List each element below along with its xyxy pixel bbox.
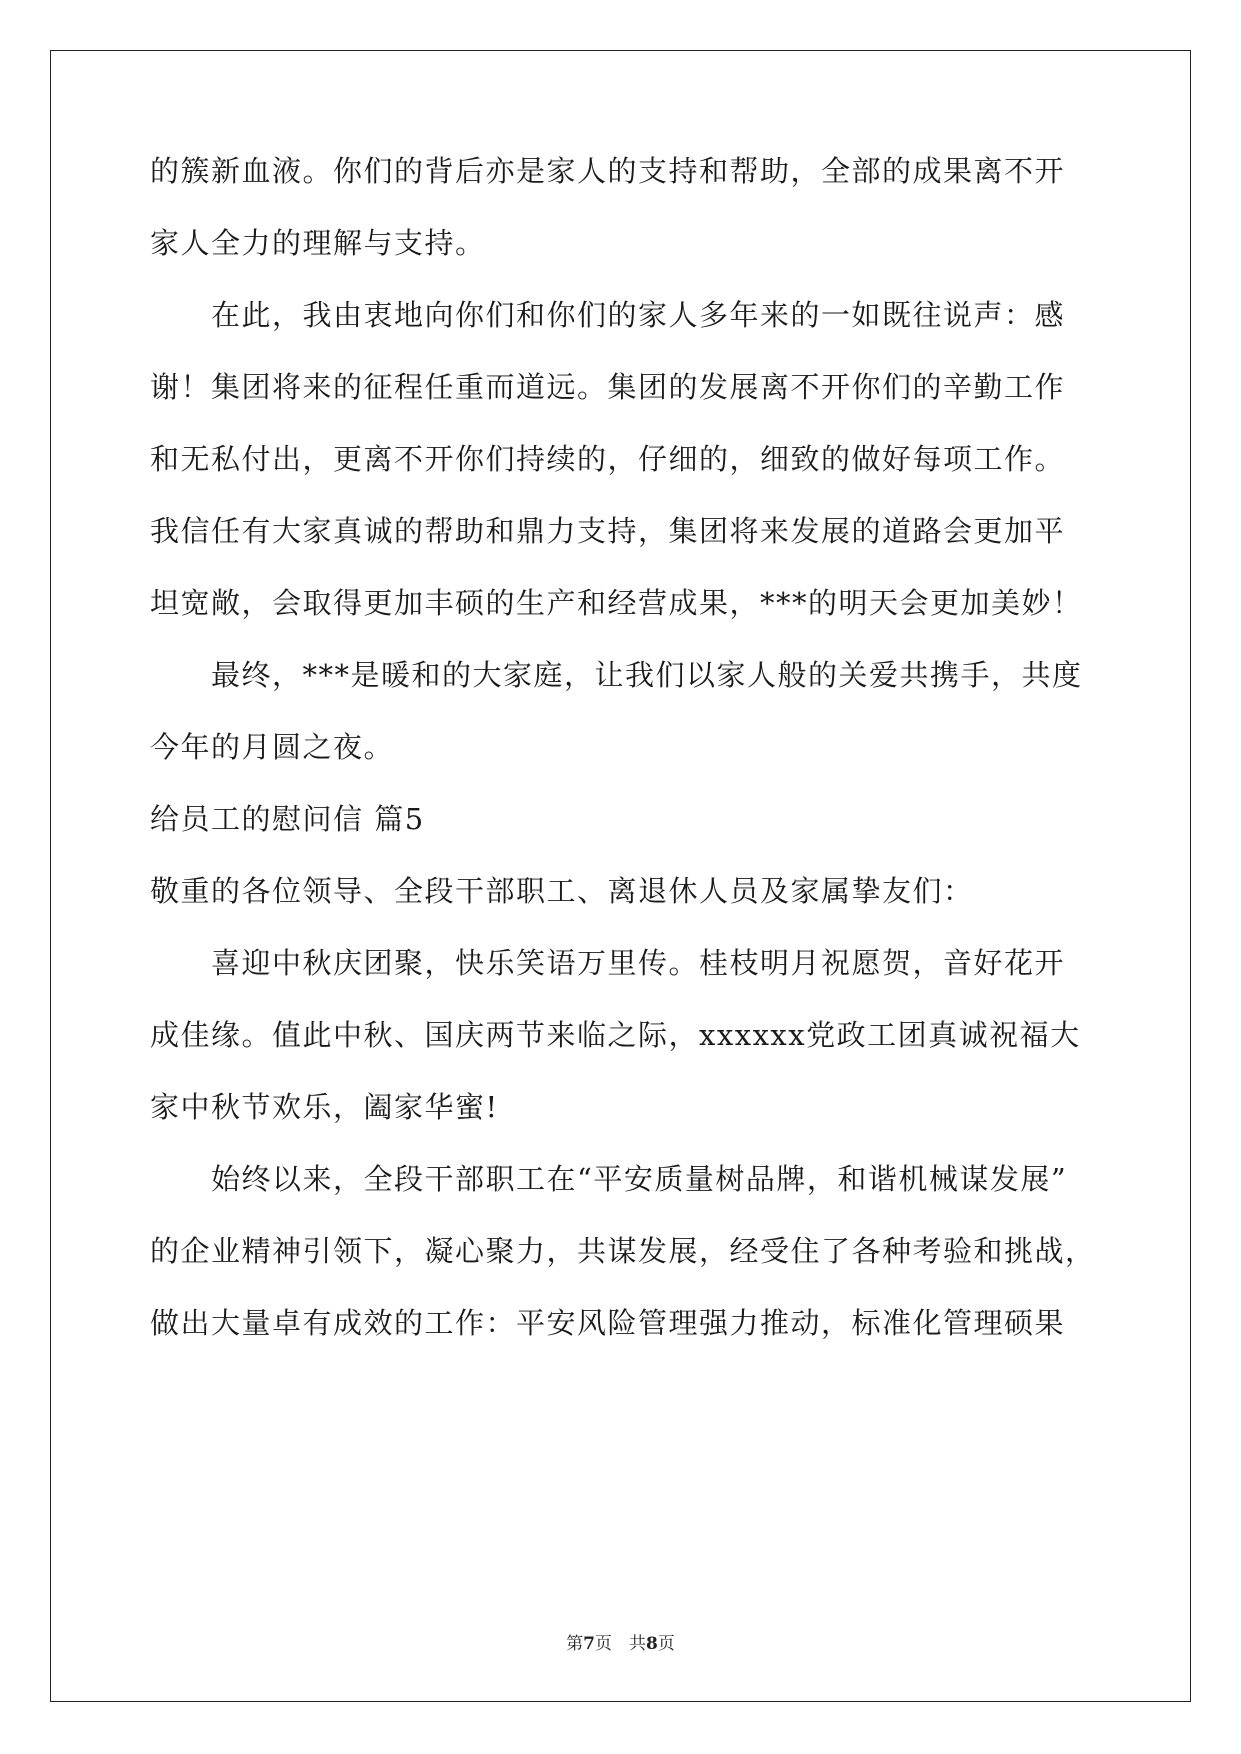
page-current: 7 xyxy=(583,1634,595,1654)
page-prefix: 第 xyxy=(566,1634,584,1654)
salutation: 敬重的各位领导、全段干部职工、离退休人员及家属挚友们： xyxy=(150,874,974,908)
text-line: 做出大量卓有成效的工作：平安风险管理强力推动，标准化管理硕果 xyxy=(150,1306,1066,1340)
text-line: 坦宽敞，会取得更加丰硕的生产和经营成果，***的明天会更加美妙！ xyxy=(150,586,1083,620)
text-line: 我信任有大家真诚的帮助和鼎力支持，集团将来发展的道路会更加平 xyxy=(150,514,1066,548)
text-line: 成佳缘。值此中秋、国庆两节来临之际，xxxxxx党政工团真诚祝福大 xyxy=(150,1018,1081,1052)
text-line: 谢！集团将来的征程任重而道远。集团的发展离不开你们的辛勤工作 xyxy=(150,370,1066,404)
text-line: 喜迎中秋庆团聚，快乐笑语万里传。桂枝明月祝愿贺，音好花开 xyxy=(211,946,1066,980)
text-line: 始终以来，全段干部职工在“平安质量树品牌，和谐机械谋发展” xyxy=(211,1162,1068,1196)
text-line: 今年的月圆之夜。 xyxy=(150,730,395,764)
text-line: 的企业精神引领下，凝心聚力，共谋发展，经受住了各种考验和挑战， xyxy=(150,1234,1096,1268)
text-line: 的簇新血液。你们的背后亦是家人的支持和帮助，全部的成果离不开 xyxy=(150,154,1066,188)
text-line: 最终，***是暖和的大家庭，让我们以家人般的关爱共携手，共度 xyxy=(211,658,1083,692)
text-line: 家中秋节欢乐，阖家华蜜! xyxy=(150,1090,499,1124)
page-total: 8 xyxy=(646,1634,658,1654)
page-suffix: 页 xyxy=(657,1634,675,1654)
text-line: 和无私付出，更离不开你们持续的，仔细的，细致的做好每项工作。 xyxy=(150,442,1066,476)
page-footer xyxy=(0,1633,1241,1655)
text-line: 在此，我由衷地向你们和你们的家人多年来的一如既往说声：感 xyxy=(211,298,1066,332)
section-heading: 给员工的慰问信 篇5 xyxy=(150,802,425,836)
page-mid: 页 共 xyxy=(595,1634,646,1654)
text-line: 家人全力的理解与支持。 xyxy=(150,226,486,260)
